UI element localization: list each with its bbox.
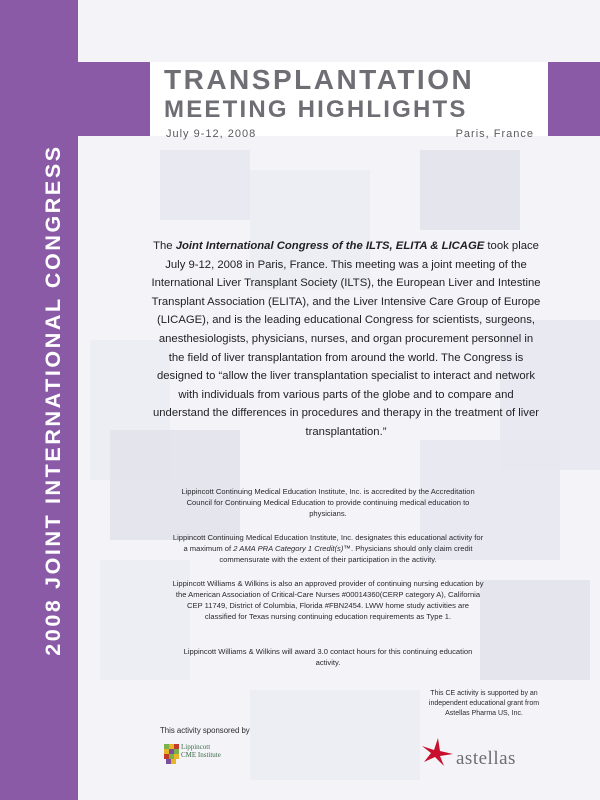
header-title-block xyxy=(150,62,548,136)
grant-note: This CE activity is supported by an independent educational grant from Astellas Pharma US, Inc. xyxy=(428,690,540,717)
header-accent-right xyxy=(548,62,600,136)
lippincott-mosaic-icon xyxy=(164,744,179,764)
background-square xyxy=(110,430,240,540)
title-line-1: TRANSPLANTATION xyxy=(164,64,475,95)
background-square xyxy=(420,150,520,230)
sponsor-label: This activity sponsored by xyxy=(160,726,250,735)
lippincott-wordmark-line1: Lippincott xyxy=(181,743,211,751)
background-square xyxy=(160,150,250,220)
lippincott-wordmark-line2: CME Institute xyxy=(181,751,221,759)
credit-designation-post: . Physicians should only claim credit commensurate with the extent of their participation in the activity. xyxy=(219,544,473,564)
meeting-date: July 9-12, 2008 xyxy=(166,128,257,140)
lippincott-wordmark xyxy=(181,743,221,759)
intro-paragraph xyxy=(150,237,542,442)
title-line-2: MEETING HIGHLIGHTS xyxy=(164,96,468,123)
sidebar-title: 2008 JOINT INTERNATIONAL CONGRESS xyxy=(40,144,65,656)
intro-lead: The xyxy=(153,240,176,252)
background-square xyxy=(250,690,420,780)
nursing-accreditation: Lippincott Williams & Wilkins is also an approved provider of continuing nursing education by the American Association of Critical-Care Nurses #00014360(CERP category A), California CEP 11749, District of Columbia, Florida #FBN2454. LWW home study activities are classified for Texas nursing continuing education requirements as Type 1. xyxy=(172,579,484,621)
intro-body: took place July 9-12, 2008 in Paris, France. This meeting was a joint meeting of the International Liver Transplant Society (ILTS), the European Liver and Intestine Transplant Association (ELITA), and the Liver Intensive Care Group of Europe (LICAGE), and is the leading educational Congress for scientists, surgeons, anesthesiologists, physicians, nurses, and organ procurement personnel in the field of liver transplantation from around the world. The Congress is designed to “allow the liver transplantation specialist to interact and network with individuals from various parts of the globe and to compare and understand the differences in procedures and therapy in the treatment of liver transplantation.” xyxy=(151,240,541,438)
header-accent-left xyxy=(78,62,150,136)
credit-designation xyxy=(172,532,484,565)
astellas-star-icon xyxy=(420,736,454,766)
credit-designation-credit: 2 AMA PRA Category 1 Credit(s)™ xyxy=(233,544,351,553)
accreditation-statement: Lippincott Continuing Medical Education Institute, Inc. is accredited by the Accreditation Council for Continuing Medical Education to provide continuing medical education to physicians. xyxy=(181,487,475,518)
lippincott-subtitle xyxy=(181,762,182,766)
contact-hours: Lippincott Williams & Wilkins will award 3.0 contact hours for this continuing education activity. xyxy=(183,647,473,667)
astellas-wordmark: astellas xyxy=(456,748,516,769)
sidebar-band xyxy=(0,0,78,800)
credit-designation-pre: Lippincott Continuing Medical Education Institute, Inc. designates this educational activity for a maximum of xyxy=(172,533,484,553)
congress-name: Joint International Congress of the ILTS, ELITA & LICAGE xyxy=(175,240,485,252)
background-square xyxy=(480,580,590,680)
meeting-location: Paris, France xyxy=(455,128,534,140)
